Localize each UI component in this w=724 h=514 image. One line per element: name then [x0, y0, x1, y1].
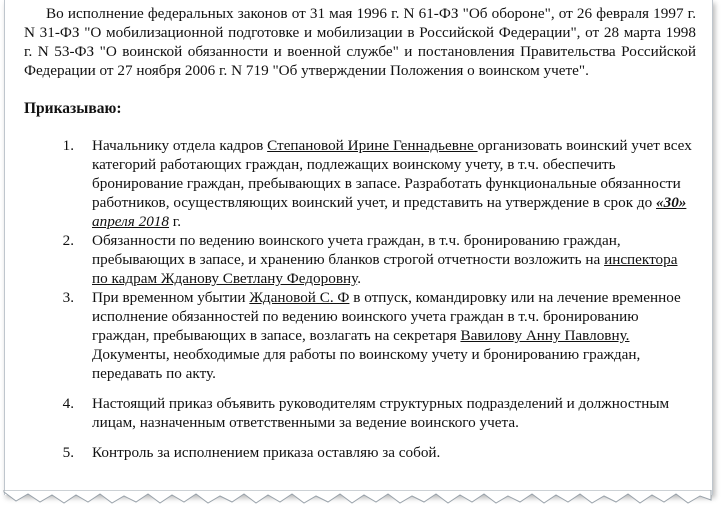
deadline-month-year: апреля 2018 [92, 213, 169, 230]
item-text: Начальнику отдела кадров [92, 137, 268, 154]
order-heading: Приказываю: [24, 100, 122, 117]
item-text: в отпуск, командировку или на лечение временное исполнение обязанностей по ведению воинского учета граждан в т.ч. бронированию граждан, пребывающих в запасе, возлагать на секретаря [92, 289, 681, 344]
list-item [54, 443, 696, 462]
responsible-person-name: Степановой Ирине Геннадьевне [267, 137, 478, 154]
absent-person-name: Ждановой С. Ф [249, 289, 350, 306]
item-text: Обязанности по ведению воинского учета граждан, в т.ч. бронированию граждан, пребывающих в запасе, и хранению бланков строгой отчетности возложить на [92, 232, 621, 268]
intro-paragraph: Во исполнение федеральных законов от 31 мая 1996 г. N 61-ФЗ "Об обороне", от 26 февраля 1997 г. N 31-ФЗ "О мобилизационной подготовке и мобилизации в Российской Федерации", от 28 марта 1998 г. N 53-ФЗ "О воинской обязанности и военной службе" и постановления Правительства Российской Федерации от 27 ноября 2006 г. N 719 "Об утверждении Положения о воинском учете". [24, 5, 696, 79]
item-number: 5. [62, 444, 74, 461]
item-number: 3. [62, 289, 74, 306]
inspector-name: инспектора по кадрам Жданову Светлану Федоровну [92, 251, 678, 287]
list-item [54, 394, 696, 432]
list-item [54, 288, 696, 383]
item-text: При временном убытии [92, 289, 250, 306]
item-text: Контроль за исполнением приказа оставляю за собой. [92, 444, 441, 461]
item-text: . [357, 270, 361, 287]
item-text: г. [169, 213, 182, 230]
list-item [54, 231, 696, 288]
deadline-day: «30» [656, 194, 687, 211]
order-items-list [24, 136, 696, 462]
item-number: 1. [62, 137, 74, 154]
item-text: Настоящий приказ объявить руководителям структурных подразделений и должностным лицам, назначенным ответственными за ведение воинского учета. [92, 395, 670, 431]
secretary-name: Вавилову Анну Павловну. [460, 327, 630, 344]
item-text: организовать воинский учет всех категорий работающих граждан, подлежащих воинскому учету, в т.ч. обеспечить бронирование граждан, пребывающих в запасе. Разработать функциональные обязанности работников, осуществляющих воинский учет, и представить на утверждение в срок до [92, 137, 692, 211]
item-number: 2. [62, 232, 74, 249]
item-number: 4. [62, 395, 74, 412]
list-item [54, 136, 696, 231]
document-text [24, 4, 696, 462]
torn-edge [0, 490, 724, 514]
item-text: Документы, необходимые для работы по воинскому учету и бронированию граждан, передавать по акту. [92, 346, 641, 382]
